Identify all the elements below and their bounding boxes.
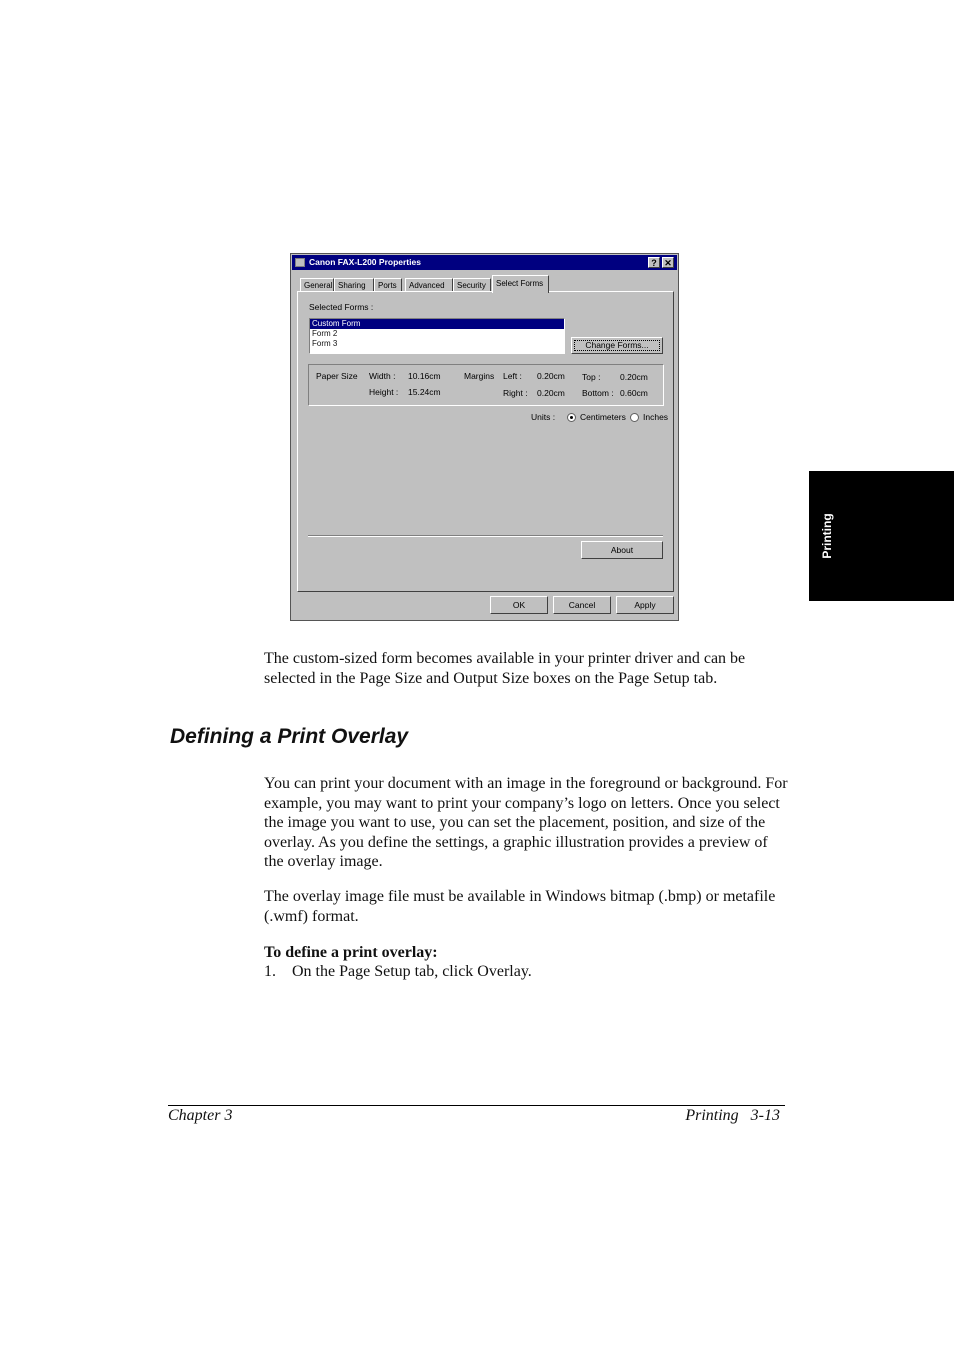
centimeters-radio[interactable] xyxy=(567,413,576,422)
width-value: 10.16cm xyxy=(408,371,441,381)
section-heading: Defining a Print Overlay xyxy=(170,725,409,748)
footer-page: Printing 3-13 xyxy=(685,1107,780,1124)
separator xyxy=(308,535,663,537)
cancel-button[interactable]: Cancel xyxy=(553,596,611,614)
inches-label: Inches xyxy=(643,412,669,422)
footer-chapter: Chapter 3 xyxy=(168,1107,233,1124)
left-margin-label: Left : xyxy=(503,371,522,381)
chapter-side-tab xyxy=(809,471,954,601)
properties-dialog xyxy=(290,253,679,621)
tab-general[interactable]: General xyxy=(300,278,334,292)
right-margin-label: Right : xyxy=(503,388,528,398)
tab-sharing[interactable]: Sharing xyxy=(334,278,374,292)
overlay-paragraph-1: You can print your document with an image in the foreground or background. For example, you may want to print your company’s logo on letters. Once you select the image you want to use, you can set the placement, position, and size of the overlay. As you define the settings, a graphic illustration provides a preview of the overlay image. xyxy=(264,775,788,870)
top-margin-value: 0.20cm xyxy=(620,372,648,382)
side-tab-label: Printing xyxy=(820,513,834,559)
tab-select-forms[interactable]: Select Forms xyxy=(492,275,549,293)
forms-list[interactable] xyxy=(309,318,565,354)
about-button[interactable]: About xyxy=(581,541,663,559)
change-forms-button[interactable]: Change Forms... xyxy=(571,337,663,354)
bottom-margin-label: Bottom : xyxy=(582,388,614,398)
step-text: On the Page Setup tab, click Overlay. xyxy=(292,963,532,980)
right-margin-value: 0.20cm xyxy=(537,388,565,398)
height-label: Height : xyxy=(369,387,399,397)
list-item[interactable]: Form 2 xyxy=(312,329,338,338)
paper-size-label: Paper Size xyxy=(316,371,358,381)
procedure-heading: To define a print overlay: xyxy=(264,944,438,961)
width-label: Width : xyxy=(369,371,396,381)
height-value: 15.24cm xyxy=(408,387,441,397)
help-button[interactable]: ? xyxy=(648,257,660,268)
tab-advanced[interactable]: Advanced xyxy=(405,278,453,292)
margins-label: Margins xyxy=(464,371,495,381)
top-margin-label: Top : xyxy=(582,372,601,382)
step-number: 1. xyxy=(264,963,276,980)
apply-button[interactable]: Apply xyxy=(616,596,674,614)
footer-rule xyxy=(168,1105,785,1106)
close-button[interactable]: ✕ xyxy=(662,257,674,268)
bottom-margin-value: 0.60cm xyxy=(620,388,648,398)
ok-button[interactable]: OK xyxy=(490,596,548,614)
list-item[interactable]: Custom Form xyxy=(310,319,564,329)
intro-paragraph: The custom-sized form becomes available in your printer driver and can be selected in the Page Size and Output Size boxes on the Page Setup tab. xyxy=(264,650,746,687)
centimeters-label: Centimeters xyxy=(580,412,626,422)
tab-ports[interactable]: Ports xyxy=(374,278,402,292)
dialog-titlebar xyxy=(292,255,677,270)
selected-forms-label: Selected Forms : xyxy=(309,302,374,312)
left-margin-value: 0.20cm xyxy=(537,371,565,381)
tab-security[interactable]: Security xyxy=(453,278,491,292)
list-item[interactable]: Form 3 xyxy=(312,339,338,348)
printer-icon xyxy=(295,258,305,267)
overlay-paragraph-2: The overlay image file must be available in Windows bitmap (.bmp) or metafile (.wmf) format. xyxy=(264,888,776,925)
dialog-title: Canon FAX-L200 Properties xyxy=(309,257,421,267)
inches-radio[interactable] xyxy=(630,413,639,422)
units-label: Units : xyxy=(531,412,556,422)
